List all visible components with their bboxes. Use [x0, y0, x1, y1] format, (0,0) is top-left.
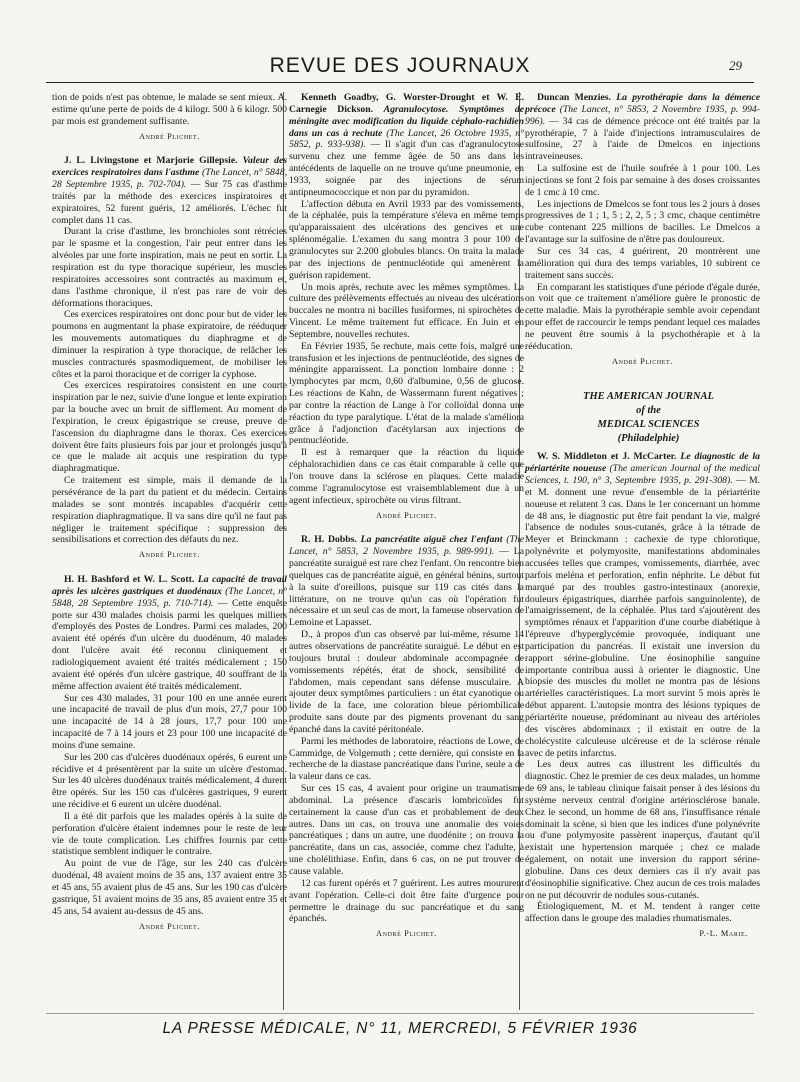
article-text: — Sur 75 cas d'asthme traités par la méthode des exercices inspiratoires et expiratoires, 52 furent guéris, 12 améliorés. L'échec fut complet dans 11 cas.	[52, 179, 288, 226]
article-title: La pancréatite aiguë chez l'enfant	[360, 534, 503, 546]
article-reference: (The Lancet, n° 5853, 2 Novembre 1935, p. 989-991).	[289, 534, 525, 558]
article-paragraph: Un mois après, rechute avec les mêmes symptômes. La culture des prélèvements effectués au niveau des ulcérations buccales ne montra ni bacilles fusiformes, ni spirochètes de Vincent. Le même traitement fut efficace. En Juin et en Septembre, nouvelles rechutes.	[289, 281, 524, 340]
article-paragraph: En comparant les statistiques d'une période d'égale durée, on voit que ce traitement n'améliore guère le pronostic de cette maladie. Mais la pyrothérapie semble avoir cependant pour effet de raccourcir le temps pendant lequel ces malades ne peuvent être soumis à la psychothérapie et à la rééducation.	[525, 281, 760, 352]
article-reference: (The american Journal of the medical Sciences, t. 190, n° 3, Septembre 1935, p. 291-308).	[525, 463, 760, 487]
article-paragraph: Parmi les méthodes de laboratoire, réactions de Lowe, de Cammidge, de Volgemuth ; cette dernière, qui consiste en la recherche de la diastase pancréatique dans l'urine, seule a de la valeur dans ce cas.	[289, 735, 524, 783]
column-3	[525, 92, 760, 953]
section-heading-line: THE AMERICAN JOURNAL	[583, 391, 714, 403]
article-signature: P.-L. Marie.	[699, 929, 748, 939]
article-bashford-heading	[52, 574, 287, 692]
article-text: — Il s'agit d'un cas d'agranulocytose survenu chez une femme âgée de 50 ans dans les antécédents de laquelle on ne trouve qu'une pneumonie, en 1933, soignée par des injections de sérum antipneumococcique et non par du pyramidon.	[289, 139, 525, 198]
article-continuation: tion de poids n'est pas obtenue, le malade se sent mieux. A. estime qu'une perte de poids de 4 kilogr. 500 à 6 kilogr. 500 par mois est grandement suffisante.	[52, 92, 287, 127]
article-reference: (The Lancet, 26 Octobre 1935, n° 5852, p. 933-938).	[289, 127, 525, 151]
article-paragraph: La sulfosine est de l'huile soufrée à 1 pour 100. Les injections se font 2 fois par semaine à des doses croissantes de 1 cmc à 10 cmc.	[525, 163, 760, 198]
page-footer	[0, 1020, 800, 1038]
article-text: — M. et M. donnent une revue d'ensemble de la périartérite noueuse et relatent 3 cas. Dans le 1er concernant un homme de 48 ans, le diagnostic put être fait pendant la vie, malgré l'absence de nodules sous-cutanés, grâce à la tétrade de Meyer et Brinckmann : cachexie de type chlorotique, polynévrite et polymyosite, manifestations abdominales accusées telles que crampes, vomissements, diarrhée, avec parfois meléna et perforation, enfin néphrite. Le début fut marqué par des troubles gastro-intestinaux (anorexie, douleurs épigastriques, diarrhée parfois sanguinolente), de l'amaigrissement, de la céphalée. Plus tard s'ajoutèrent des symptômes rénaux et l'apparition d'une courbe diabétique à l'épreuve d'hyperglycémie provoquée, indiquant une participation du pancréas. Il existait une inversion du rapport sérine-globuline. Une éosinophilie sanguine importante contribua aussi à orienter le diagnostic. Une biopsie des muscles du mollet ne montra pas de lésions artérielles caractéristiques. La mort survint 5 mois après le début apparent. L'autopsie montra des lésions typiques de périartérite noueuse, prédominant au niveau des artérioles des viscères abdominaux ; il existait en outre de la cholécystite calculeuse ulcéreuse et de la sclérose rénale avec de petits infarctus.	[525, 475, 760, 759]
article-paragraph: Sur ces 15 cas, 4 avaient pour origine un traumatisme abdominal. La présence d'ascaris lombricoïdes fut certainement la cause d'un cas et probablement de deux autres. Dans un cas, on trouva une anomalie des voies pancréatiques ; dans un autre, une duodénite ; on trouva la pancréatite, dans un cas, associée, comme chez l'adulte, à une cholélithiase. Enfin, dans 6 cas, on ne put trouver de cause valable.	[289, 783, 524, 877]
article-paragraph: En Février 1935, 5e rechute, mais cette fois, malgré une transfusion et les injections de pentnucléotide, des signes de méningite apparaissent. La ponction lombaire donne : 2 lymphocytes par mcm, 0,60 d'albumine, 0,56 de glucose. Les réactions de Kahn, de Wassermann furent négatives ; par contre la réaction de Lange à l'or colloïdal donna une réaction du type paralytique. L'état de la malade s'améliora grâce à l'adjonction d'acétylarsan aux injections de pentnucléotide.	[289, 340, 524, 447]
article-paragraph: Étiologiquement, M. et M. tendent à ranger cette affection dans le groupe des maladies rhumatismales.	[525, 901, 760, 925]
article-reference: (The Lancet, n° 5853, 2 Novembre 1935, p. 994-996).	[525, 103, 760, 127]
article-title: La pyrothérapie dans la démence précoce	[525, 92, 760, 115]
article-paragraph: Au point de vue de l'âge, sur les 240 cas d'ulcère duodénal, 48 avaient moins de 35 ans, 137 avaient entre 35 et 45 ans, 55 avaient plus de 45 ans. Sur les 190 cas d'ulcère gastrique, 51 avaient moins de 35 ans, 85 avaient entre 35 et 45 ans, 54 avaient au-dessus de 45 ans.	[52, 858, 287, 917]
footer-text: LA PRESSE MÉDICALE, N° 11, MERCREDI, 5 FÉVRIER 1936	[162, 1020, 638, 1037]
article-paragraph: Il est à remarquer que la réaction du liquide céphalorachidien dans ce cas était comparable à celle que l'on trouve dans la sclérose en plaques. Cette maladie comme l'agranulocytose est vraisemblablement due à un agent infectieux, spirochète ou virus filtrant.	[289, 447, 524, 506]
article-paragraph: Ce traitement est simple, mais il demande de la persévérance de la part du patient et du médecin. Certains malades se sont montrés incapables d'acquérir cette respiration diaphragmatique. Il va sans dire qu'il ne faut pas négliger le traitement spécifique : suppression des sensibilisations et correction des défauts du nez.	[52, 475, 287, 546]
article-menzies-heading	[525, 92, 760, 163]
article-signature: André Plichet.	[612, 356, 673, 366]
article-title: Le diagnostic de la périartérite noueuse	[525, 451, 760, 475]
article-text: — 34 cas de démence précoce ont été traités par la pyrothérapie, 7 à l'aide d'injections intramusculaires de sulfosine, 27 à l'aide de Dmelcos en injections intraveineuses.	[525, 115, 761, 163]
article-signature: André Plichet.	[376, 510, 437, 520]
article-paragraph: Sur ces 34 cas, 4 guérirent, 20 montrèrent une amélioration qui dura des temps variables, 10 subirent ce traitement sans succès.	[525, 245, 760, 281]
article-signature: André Plichet.	[139, 550, 200, 560]
article-paragraph: Ces exercices respiratoires consistent en une courte inspiration par le nez, suivie d'une longue et lente expiration par la bouche avec un bruit de sifflement. Au moment de l'expiration, le creux épigastrique se creuse, preuve de l'ascension du diaphragme dans le thorax. Ces exercices doivent être faits plusieurs fois par jour et prolongés jusqu'à ce que le malade ait acquis une respiration du type diaphragmatique.	[52, 380, 287, 475]
journal-title: REVUE DES JOURNAUX	[269, 54, 531, 77]
article-title: Valeur des exercices respiratoires dans l'asthme	[52, 155, 288, 179]
article-paragraph: L'affection débuta en Avril 1933 par des vomissements, de la céphalée, puis la température s'éleva en même temps qu'apparaissaient des ulcérations des gencives et une splénomégalie. L'examen du sang montra 3 pour 100 de granulocytes sur 2.200 globules blancs. On traita la malade par des injections de pentnucléotide qui amenèrent la guérison rapidement.	[289, 198, 524, 281]
article-paragraph: Les injections de Dmelcos se font tous les 2 jours à doses progressives de 1 ; 1, 5 ; 2, 2, 5 ; 3 cmc, chaque centimètre cube contenant 225 millions de bacilles. Le Dmelcos a l'avantage sur la sulfosine de n'être pas douloureux.	[525, 198, 760, 246]
article-authors: H. H. Bashford et W. L. Scott.	[64, 574, 195, 586]
header-rule	[46, 82, 754, 83]
article-authors: R. H. Dobbs.	[301, 534, 357, 546]
article-livingstone-heading	[52, 155, 287, 226]
article-paragraph: Il a été dit parfois que les malades opérés à la suite de perforation d'ulcère étaient indemnes pour le reste de leur vie de toute complication. Les chiffres fournis par cette statistique semblent indiquer le contraire.	[52, 810, 287, 858]
article-text: — La pancréatite suraiguë est rare chez l'enfant. On rencontre bien quelques cas de pancréatite aiguë, en général bénins, surtout à la suite d'oreillons, puisque sur 119 cas cités dans la littérature, on ne trouve qu'un cas où l'opération fut nécessaire et un seul cas de mort, la fameuse observation de Lemoine et Lapasset.	[289, 546, 525, 629]
article-middleton-heading	[525, 451, 760, 759]
article-reference: (The Lancet, n° 5848, 28 Septembre 1935, p. 702-704).	[52, 167, 288, 191]
article-title: Agranulocytose. Symptômes de méningite avec modification du liquide céphalo-rachidien dans un cas à rechute	[289, 103, 524, 139]
article-signature: André Plichet.	[139, 131, 200, 141]
section-heading-line: of the	[636, 405, 661, 417]
article-authors: Duncan Menzies.	[537, 92, 611, 103]
article-paragraph: Les deux autres cas illustrent les difficultés du diagnostic. Chez le premier de ces deux malades, un homme de 69 ans, le tableau clinique faisait penser à des lésions du système nerveux central d'origine artériosclérose banale. Chez le second, un homme de 68 ans, l'insuffisance rénale dominait la scène, si bien que les indices d'une polynévrite ou d'une polymyosite passèrent inaperçus, d'autant qu'il existait une hypertension marquée ; chez ce malade également, on notait une inversion du rapport sérine-globuline. Dans ces deux derniers cas il n'y avait pas d'éosinophilie significative. Chez aucun de ces trois malades on ne put découvrir de nodules sous-cutanés.	[525, 759, 760, 901]
article-title: La capacité de travail après les ulcères gastriques et duodénaux	[52, 574, 287, 597]
section-heading-line: MEDICAL SCIENCES	[597, 419, 700, 431]
article-reference: (The Lancet, n° 5848, 28 Septembre 1935, p. 710-714).	[52, 585, 288, 609]
article-authors: J. L. Livingstone et Marjorie Gillepsie.	[64, 155, 238, 167]
article-paragraph: Ces exercices respiratoires ont donc pour but de vider les poumons en augmentant la phase expiratoire, de rééduquer les mouvements automatiques du diaphragme et de diminuer la respiration à type thoracique, de relâcher les muscles contracturés spasmodiquement, de mobiliser les côtes et la paroi thoracique et de corriger la cyphose.	[52, 309, 287, 380]
section-heading-line: (Philadelphie)	[617, 433, 680, 445]
article-paragraph: Sur les 200 cas d'ulcères duodénaux opérés, 6 eurent une récidive et 4 présentèrent par la suite un ulcère d'estomac. Sur les 40 ulcères duodénaux traités médicalement, 4 durent être opérés. Sur les 150 cas d'ulcères gastriques, 9 eurent une récidive et 6 eurent un ulcère duodénal.	[52, 751, 287, 811]
article-goadby-heading	[289, 92, 524, 199]
article-signature: André Plichet.	[139, 921, 200, 931]
article-paragraph: 12 cas furent opérés et 7 guérirent. Les autres moururent avant l'opération. Celle-ci doit être faite d'urgence pour permettre le drainage du suc pancréatique et du sang épanchés.	[289, 877, 524, 925]
article-signature: André Plichet.	[376, 929, 437, 939]
article-dobbs-heading	[289, 534, 524, 629]
column-1	[52, 92, 287, 945]
column-2	[289, 92, 524, 953]
page-header	[0, 0, 800, 88]
article-paragraph: Sur ces 430 malades, 31 pour 100 en une année eurent une incapacité de travail de plus d'un mois, 27,7 pour 100 une incapacité de 14 à 28 jours, 17,7 pour 100 une incapacité de 7 à 14 jours et 23 pour 100 une incapacité de moins d'une semaine.	[52, 692, 287, 751]
article-paragraph: Durant la crise d'asthme, les bronchioles sont rétrécies par le spasme et la congestion, l'air peut entrer dans les alvéoles par une forte inspiration, mais ne peut en sortir. La respiration est du type thoracique supérieur, les muscles respiratoires accessoires sont contractés au maximum et, dans l'asthme chronique, il n'est pas rare de voir des déformations thoraciques.	[52, 226, 287, 309]
article-text: — Cette enquête porte sur 430 malades choisis parmi les quelques milliers d'employés des Postes de Londres. Parmi ces malades, 200 avaient été opérés d'un ulcère du duodénum, 40 malades dont l'ulcère avait été reconnu cliniquement et radiologiquement avaient été traités médicalement ; 150 avaient été opérés d'un ulcère gastrique, 40 souffrant de la même affection avaient été traités médicalement.	[52, 597, 287, 692]
article-paragraph: D., à propos d'un cas observé par lui-même, résume 14 autres observations de pancréatite suraiguë. Le début en est toujours brutal : douleur abdominale accompagnée de vomissements répétés, état de shock, sensibilité de l'abdomen, mais cependant sans défense musculaire. A ajouter deux symptômes particuliers : un état cyanotique ou livide de la face, une coloration bleue périombilicale produite sans doute par des pigments provenant du sang épanché dans la cavité péritonéale.	[289, 629, 524, 735]
page-number: 29	[729, 58, 742, 73]
article-authors: Kenneth Goadby, G. Worster-Drought et W. E. Carnegie Dickson.	[289, 92, 524, 115]
article-authors: W. S. Middleton et J. McCarter.	[537, 451, 677, 463]
section-spacer	[525, 380, 760, 390]
footer-rule	[46, 1013, 754, 1014]
